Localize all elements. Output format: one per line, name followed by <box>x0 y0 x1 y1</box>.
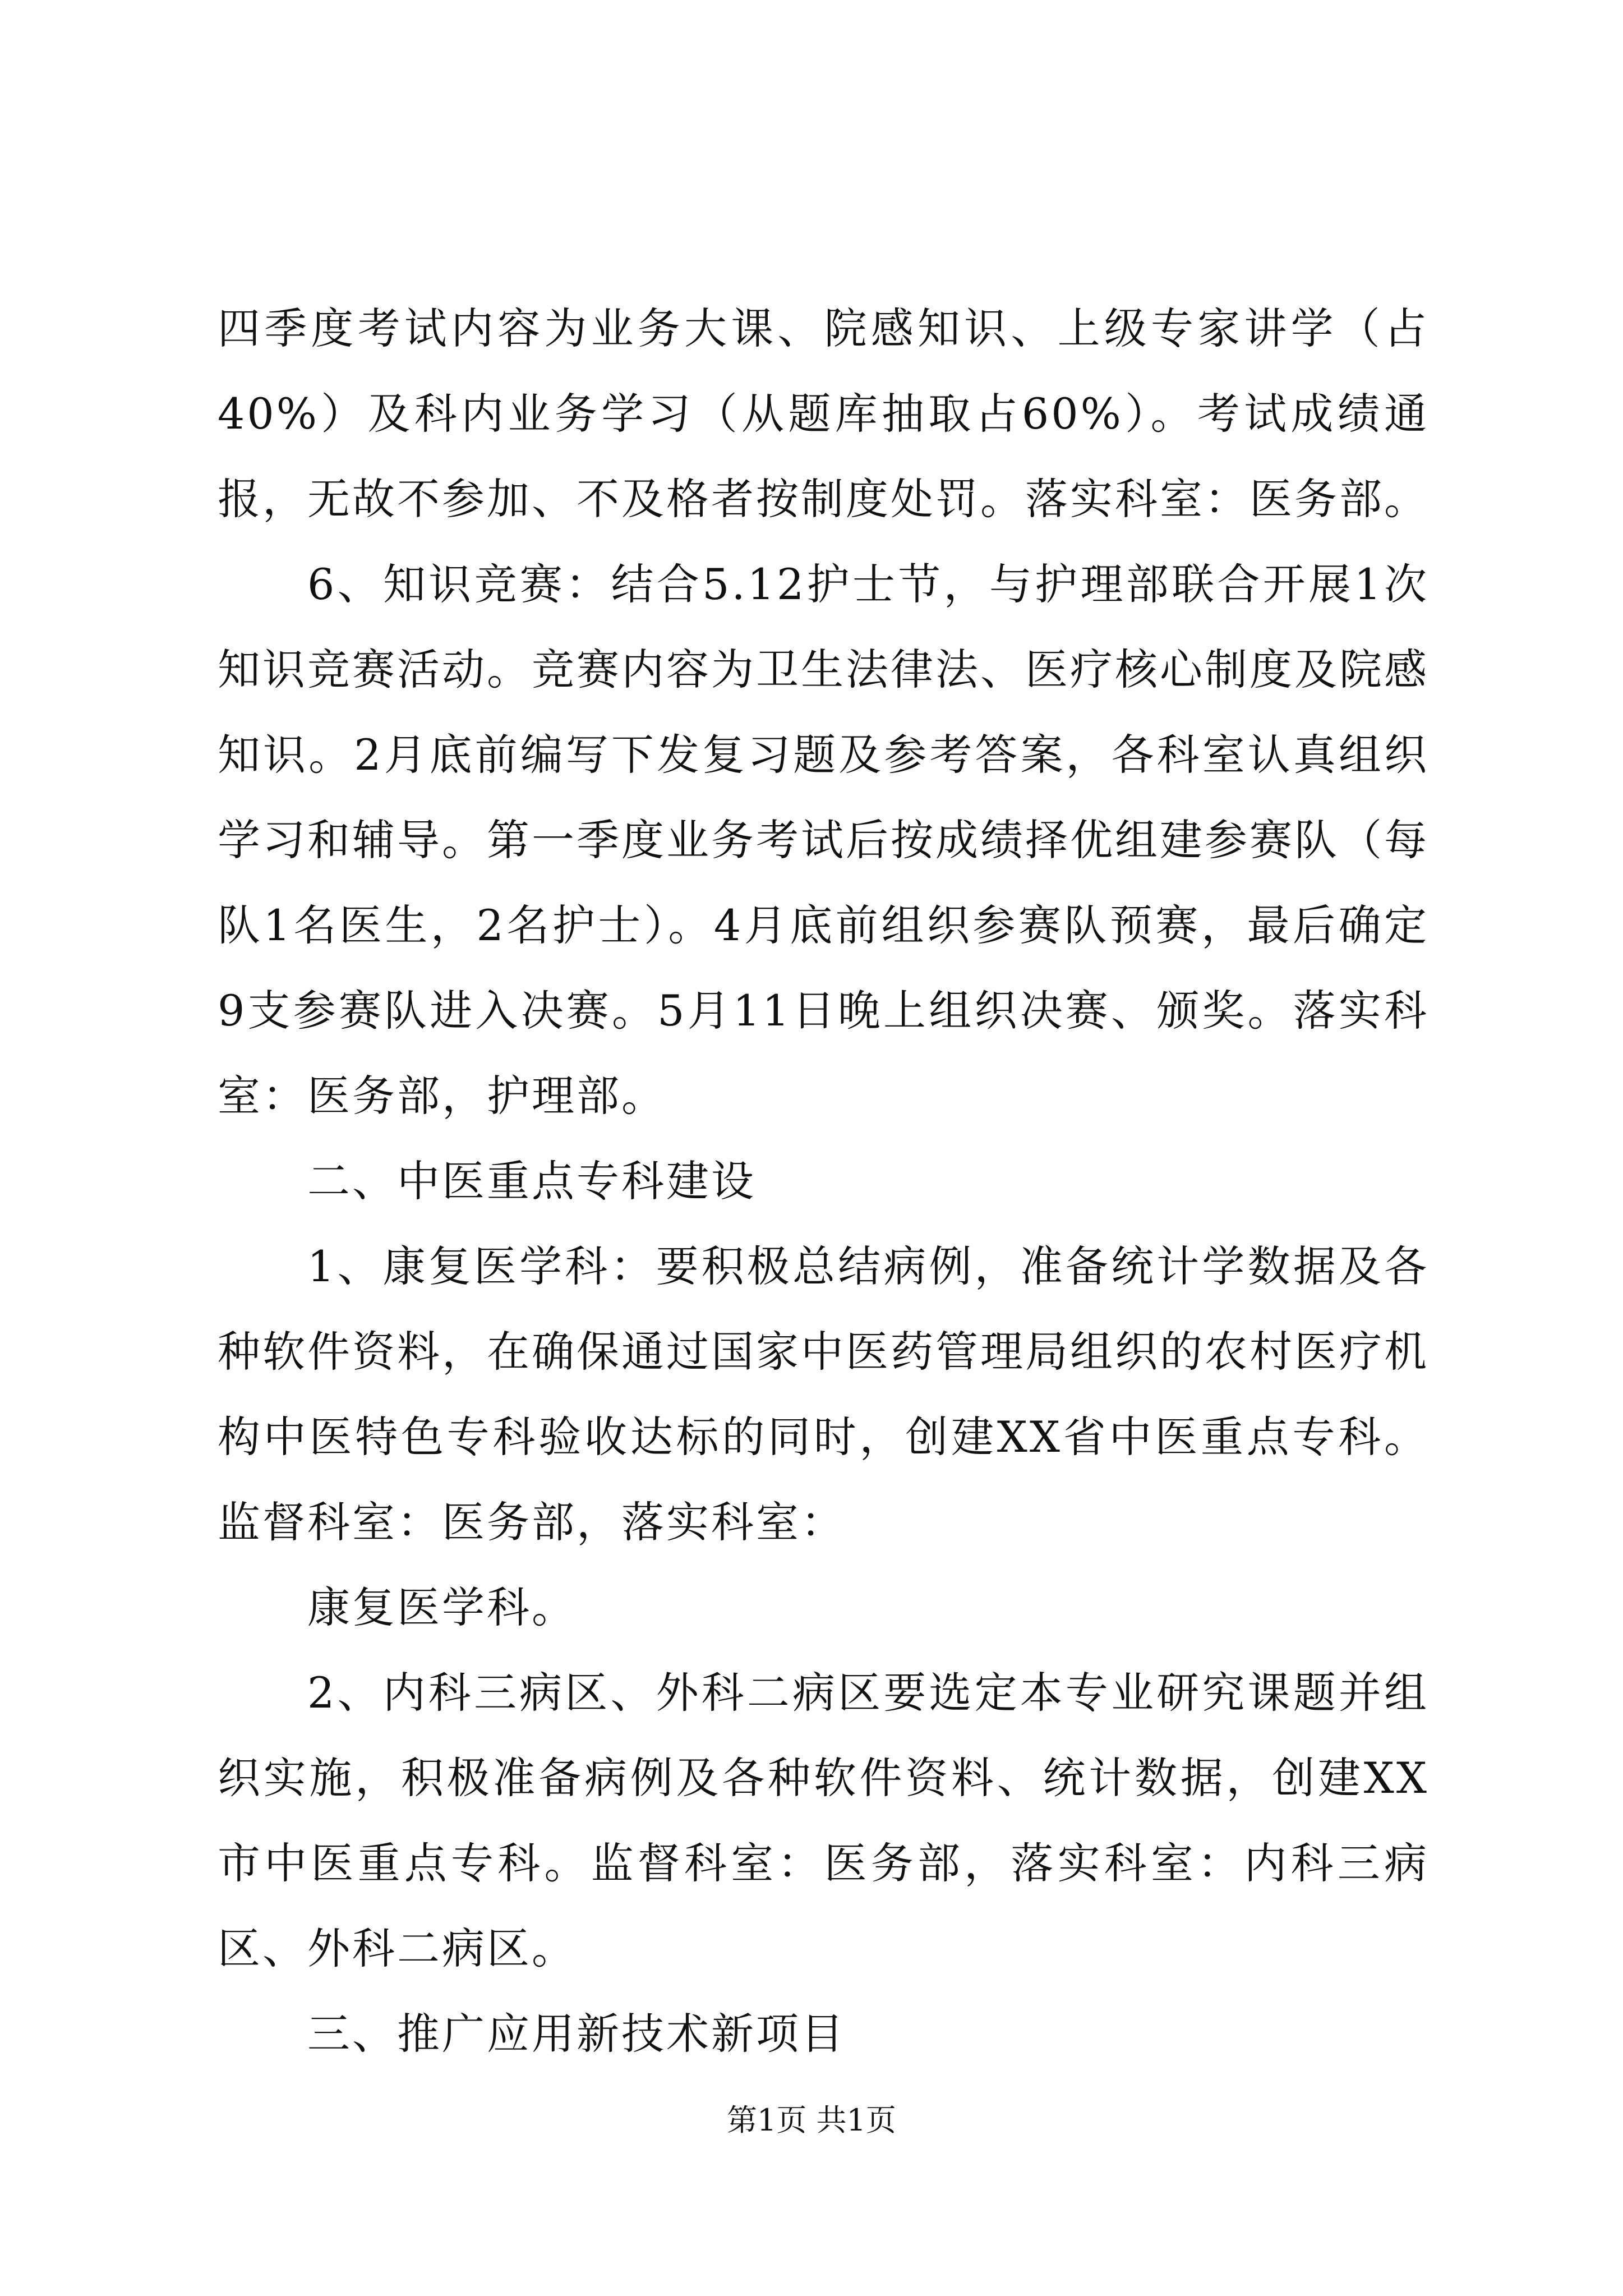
paragraph-rehab-medicine-dept: 康复医学科。 <box>307 1582 577 1632</box>
page-footer <box>0 2101 1623 2140</box>
paragraph-knowledge-contest: 6、知识竞赛：结合5.12护士节，与护理部联合开展1次知识竞赛活动。竞赛内容为卫生法律法、医疗核心制度及院感知识。2月底前编写下发复习题及参考答案，各科室认真组织学习和辅导。第一季度业务考试后按成绩择优组建参赛队（每队1名医生，2名护士）。4月底前组织参赛队预赛，最后确定9支参赛队进入决赛。5月11日晚上组织决赛、颁奖。落实科室：医务部，护理部。 <box>218 559 1429 1121</box>
page-number-indicator: 第1页 共1页 <box>727 2102 896 2138</box>
paragraph-internal-surgical-wards: 2、内科三病区、外科二病区要选定本专业研究课题并组织实施，积极准备病例及各种软件资料、统计数据，创建XX市中医重点专科。监督科室：医务部，落实科室：内科三病区、外科二病区。 <box>218 1668 1429 1973</box>
document-body <box>218 286 1429 2077</box>
section-heading-new-technology: 三、推广应用新技术新项目 <box>307 2009 846 2059</box>
paragraph-exam-content: 四季度考试内容为业务大课、院感知识、上级专家讲学（占40%）及科内业务学习（从题库抽取占60%）。考试成绩通报，无故不参加、不及格者按制度处罚。落实科室：医务部。 <box>218 303 1429 524</box>
paragraph-rehab-medicine: 1、康复医学科：要积极总结病例，准备统计学数据及各种软件资料，在确保通过国家中医药管理局组织的农村医疗机构中医特色专科验收达标的同时，创建XX省中医重点专科。监督科室：医务部，落实科室： <box>218 1241 1429 1547</box>
section-heading-tcm-specialty: 二、中医重点专科建设 <box>307 1156 756 1206</box>
